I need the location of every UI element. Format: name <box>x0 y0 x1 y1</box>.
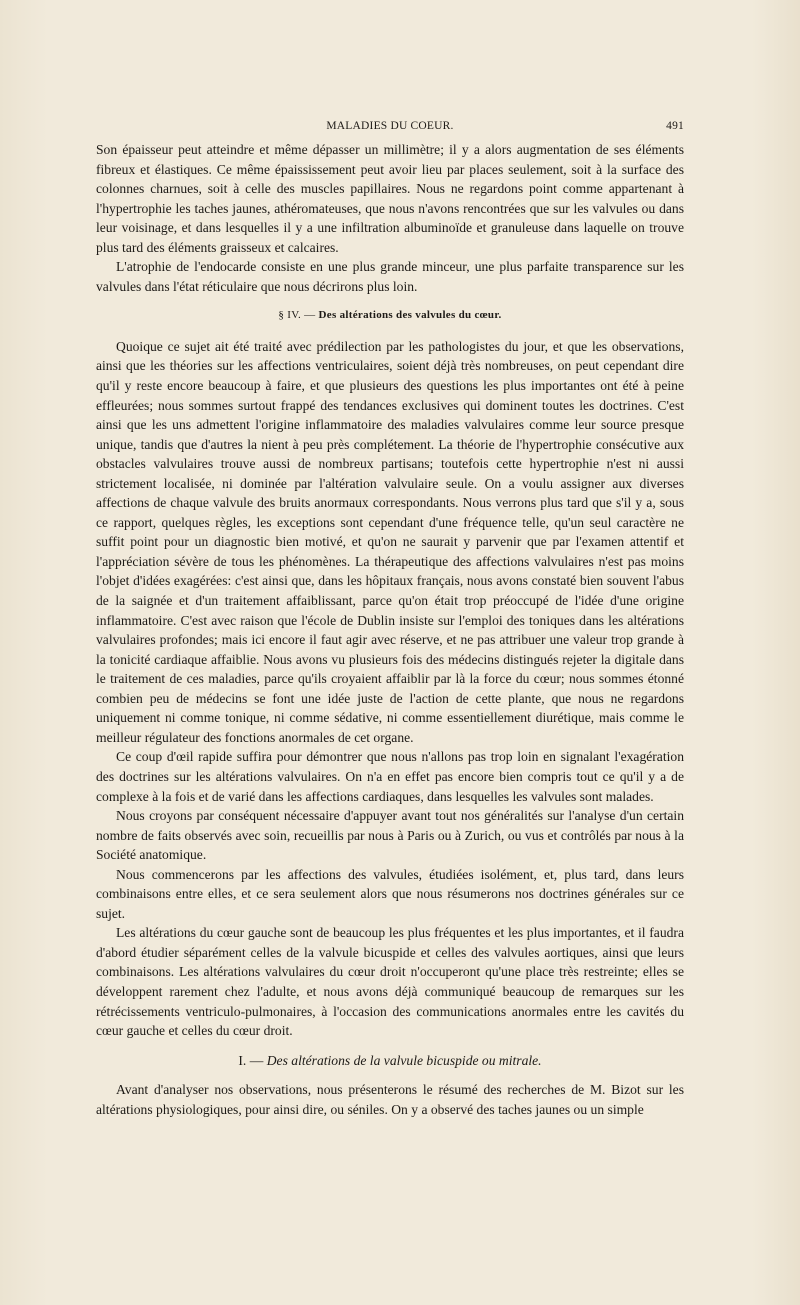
page-number: 491 <box>666 120 684 132</box>
paragraph: Nous commencerons par les affections des valvules, étudiées isolément, et, plus tard, dans leurs combinaisons entre elles, et ce sera seulement alors que nous résumerons nos doctrines générales sur ce sujet. <box>96 866 684 921</box>
subsection-title: Des altérations de la valvule bicuspide ou mitrale. <box>266 1052 542 1068</box>
paragraph: Quoique ce sujet ait été traité avec prédilection par les pathologistes du jour, et que les observations, ainsi que les théories sur les affections ventriculaires, soient déjà très nombreuses, on peut cependant dire qu'il y reste encore beaucoup à faire, et que plusieurs des questions les plus importantes ont été à peine effleurées; nous sommes surtout frappé des tendances exclusives qui dominent toutes les doctrines. C'est ainsi que les uns admettent l'origine inflammatoire des maladies valvulaires comme leur source presque unique, tandis que d'autres la nient à peu près complétement. La théorie de l'hypertrophie consécutive aux obstacles valvulaires trouve aussi de nombreux partisans; toutefois cette hypertrophie n'est ni aussi strictement localisée, ni dominée par l'altération valvulaire seule. On a voulu assigner aux diverses affections de chaque valvule des bruits anormaux correspondants. Nous verrons plus tard que s'il y a, sous ce rapport, quelques règles, les exceptions sont cependant d'une fréquence telle, qu'un seul caractère ne suffit point pour un diagnostic bien motivé, et qu'on ne saurait y parvenir que par l'examen attentif et l'appréciation sévère de tous les phénomènes. La thérapeutique des affections valvulaires n'est pas moins l'objet d'idées exagérées: c'est ainsi que, dans les hôpitaux français, nous avons constaté bien souvent l'abus de la saignée et d'un traitement affaiblissant, parce qu'on était trop préoccupé de l'idée d'une origine inflammatoire. C'est avec raison que l'école de Dublin insiste sur l'emploi des toniques dans les altérations valvulaires profondes; mais ici encore il faut agir avec réserve, et ne pas attribuer une valeur trop grande à la tonicité cardiaque affaiblie. Nous avons vu plusieurs fois des médecins distingués rejeter la digitale dans le traitement de ces maladies, parce qu'ils croyaient affaiblir par là la force du cœur; nous sommes étonné combien peu de médecins se font une idée juste de l'action de cette plante, que nous ne regardons uniquement ni comme tonique, ni comme sédative, ni comme essentiellement diurétique, mais comme le meilleur régulateur des fonctions anormales de cet organe. <box>96 338 684 745</box>
body-text <box>96 140 684 1119</box>
section-heading <box>96 306 684 326</box>
paragraph: Les altérations du cœur gauche sont de beaucoup les plus fréquentes et les plus importantes, et il faudra d'abord étudier séparément celles de la valvule bicuspide et celles des valvules aortiques, ainsi que leurs combinaisons. Les altérations valvulaires du cœur droit n'occuperont qu'une place très restreinte; elles se développent rarement chez l'adulte, et nous avons déjà communiqué beaucoup de remarques sur les rétrécissements ventriculo-pulmonaires, à l'occasion des communications anormales entre les cavités du cœur gauche et celles du cœur droit. <box>96 925 684 1039</box>
paragraph: Son épaisseur peut atteindre et même dépasser un millimètre; il y a alors augmentation de ses éléments fibreux et élastiques. Ce même épaississement peut avoir lieu par places seulement, soit à la surface des colonnes charnues, soit à celle des muscles papillaires. Nous ne regardons point comme appartenant à l'hypertrophie les taches jaunes, athéromateuses, que nous n'avons rencontrées que sur les valvules ou dans leur voisinage, et dans lesquelles il y a une infiltration albuminoïde et granuleuse dans laquelle on trouve plus tard des éléments graisseux et calcaires. <box>96 142 684 255</box>
section-title: Des altérations des valvules du cœur. <box>318 309 502 322</box>
section-number: § IV. — <box>278 309 316 322</box>
running-title: MALADIES DU COEUR. <box>326 120 454 132</box>
paragraph: Avant d'analyser nos observations, nous présenterons le résumé des recherches de M. Bizot sur les altérations physiologiques, pour ainsi dire, ou séniles. On y a observé des taches jaunes ou un simple <box>96 1082 684 1117</box>
paragraph: Nous croyons par conséquent nécessaire d'appuyer avant tout nos généralités sur l'analyse d'un certain nombre de faits observés avec soin, recueillis par nous à Paris ou à Zurich, ou vus et contrôlés par nous à la Société anatomique. <box>96 808 684 863</box>
subsection-heading <box>96 1051 684 1071</box>
running-header <box>96 120 684 138</box>
paragraph: Ce coup d'œil rapide suffira pour démontrer que nous n'allons pas trop loin en signalant l'exagération des doctrines sur les altérations valvulaires. On n'a en effet pas encore bien compris tout ce qu'il y a de complexe à la fois et de varié dans les affections cardiaques, dans lesquelles les valvules sont malades. <box>96 749 684 804</box>
subsection-number: I. — <box>238 1052 264 1068</box>
paragraph: L'atrophie de l'endocarde consiste en une plus grande minceur, une plus parfaite transparence sur les valvules dans l'état réticulaire que nous décrirons plus loin. <box>96 259 684 294</box>
